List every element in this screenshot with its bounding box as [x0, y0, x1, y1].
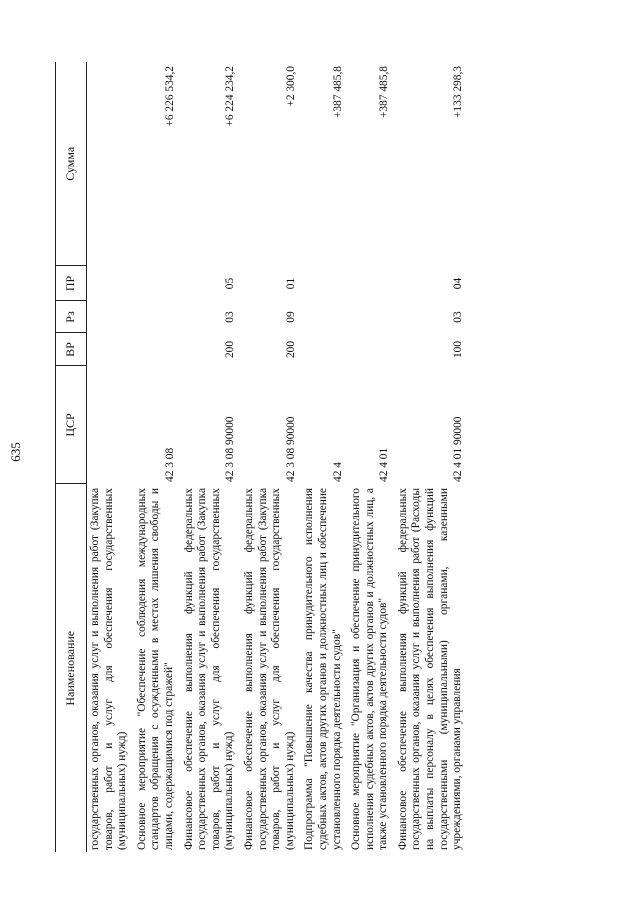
header-pr: ПР	[56, 266, 87, 301]
table-row	[134, 62, 181, 852]
table-row	[241, 62, 301, 852]
table-row	[395, 62, 469, 852]
row-rz	[301, 301, 348, 333]
table-row	[348, 62, 395, 852]
table-header-row	[56, 62, 87, 852]
row-vr: 100	[452, 340, 465, 359]
row-sum: +387 485,8	[378, 66, 391, 118]
row-sum: +6 224 234,2	[224, 66, 237, 127]
row-name: Финансовое обеспечение выполнения функций федеральных государственных органов, оказания услуг и выполнения работ (Закупка товаров, работ и услуг для обеспечения государственных (муниципальных) нужд)	[242, 488, 296, 850]
row-name: государственных органов, оказания услуг и выполнения работ (Закупка товаров, работ и услуг для обеспечения государственных (муниципальных) нужд)	[89, 488, 129, 850]
row-name: Финансовое обеспечение выполнения функций федеральных государственных органов, оказания услуг и выполнения работ (Закупка товаров, работ и услуг для обеспечения государственных (муниципальных) нужд)	[182, 488, 236, 850]
row-vr	[348, 333, 395, 366]
header-rz: Рз	[56, 301, 87, 333]
row-vr: 200	[284, 340, 297, 359]
row-vr	[87, 333, 134, 366]
row-pr: 01	[284, 277, 297, 290]
row-csr: 42 4 01 90000	[452, 416, 465, 482]
header-name: Наименование	[56, 484, 87, 852]
row-csr: 42 3 08 90000	[284, 416, 297, 482]
row-pr: 05	[224, 277, 237, 290]
rotated-page	[55, 62, 545, 852]
header-csr: ЦСР	[56, 366, 87, 484]
row-pr	[134, 266, 181, 301]
row-rz: 03	[224, 311, 237, 323]
row-pr	[87, 266, 134, 301]
table-row	[301, 62, 348, 852]
row-rz	[348, 301, 395, 333]
row-name: Основное мероприятие "Обеспечение соблюдения международных стандартов обращения с осужденными в местах лишения свободы и лицами, содержащимися под стражей"	[135, 488, 175, 850]
row-csr: 42 4	[331, 462, 344, 482]
row-sum: +133 298,3	[452, 66, 465, 118]
row-csr: 42 3 08 90000	[224, 416, 237, 482]
header-sum: Сумма	[56, 62, 87, 266]
row-sum: +387 485,8	[331, 66, 344, 118]
row-csr: 42 3 08	[163, 447, 176, 482]
row-pr	[301, 266, 348, 301]
row-sum: +6 226 534,2	[163, 66, 176, 127]
page-number: 635	[8, 442, 23, 462]
table-row	[87, 62, 134, 852]
row-name: Финансовое обеспечение выполнения функций федеральных государственных органов, оказания услуг и выполнения работ (Расходы на выплаты персоналу в целях обеспечения выполнения функций государственными (муниципальными) органами, казенными учреждениями, органами управления	[396, 488, 464, 850]
row-rz	[87, 301, 134, 333]
header-vr: ВР	[56, 333, 87, 366]
row-pr	[348, 266, 395, 301]
table-row	[181, 62, 241, 852]
row-sum	[87, 62, 134, 266]
row-csr: 42 4 01	[378, 447, 391, 482]
row-csr	[87, 366, 134, 484]
row-sum: +2 300,0	[284, 66, 297, 107]
row-vr	[134, 333, 181, 366]
row-vr: 200	[224, 340, 237, 359]
row-name: Подпрограмма "Повышение качества принудительного исполнения судебных актов, актов других органов и должностных лиц и обеспечение установленного порядка деятельности судов"	[303, 488, 343, 850]
row-rz: 03	[452, 311, 465, 323]
row-pr: 04	[452, 277, 465, 290]
row-rz: 09	[284, 311, 297, 323]
row-name: Основное мероприятие "Организация и обеспечение принудительного исполнения судебных актов, актов других органов и должностных лиц, а также установленного порядка деятельности судов"	[350, 488, 390, 850]
row-rz	[134, 301, 181, 333]
row-vr	[301, 333, 348, 366]
budget-table	[55, 62, 469, 852]
